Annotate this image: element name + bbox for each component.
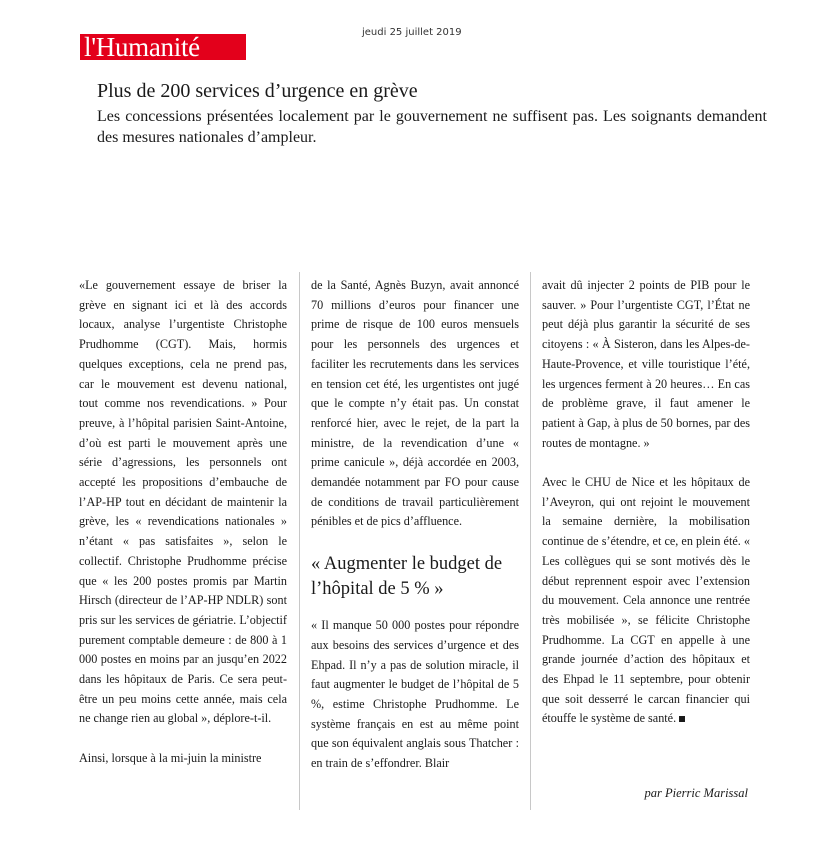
column-divider <box>299 272 300 810</box>
paragraph: «Le gouvernement essaye de briser la grève en signant ici et là des accords locaux, analyse l’urgentiste Christophe Prudhomme (CGT). Mais, hormis quelques exceptions, cela ne prend pas, car le mouvement est devenu national, tout comme nos revendications. » Pour preuve, à l’hôpital parisien Saint-Antoine, d’où est parti le mouvement après une série d’agressions, les personnels ont accepté les propositions d’embauche de l’AP-HP tout en décidant de maintenir la grève, les « revendications nationales » n’étant « pas satisfaites », selon le collectif. Christophe Prudhomme précise que « les 200 postes promis par Martin Hirsch (directeur de l’AP-HP NDLR) sont pris sur les services de gériatrie. L’objectif purement comptable demeure : de 800 à 1 000 postes en moins par an jusqu’en 2022 dans les hôpitaux de Paris. Ce sera peut-être un peu moins cette année, mais cela ne change rien au global », déplore-t-il. <box>79 278 287 726</box>
article-column-2 <box>311 276 519 774</box>
article-column-3 <box>542 276 750 729</box>
paragraph-text: Avec le CHU de Nice et les hôpitaux de l’Aveyron, qui ont rejoint le mouvement la semaine dernière, la mobilisation continue de s’étendre, et ce, en plein été. « Les collègues qui se sont motivés dès le début reprennent espoir avec l’extension du mouvement. Cela annonce une rentrée très mobilisée », se félicite Christophe Prudhomme. La CGT en appelle à une grande journée d’action des hôpitaux et des Ehpad le 11 septembre, pour obtenir que soit desserré le carcan financier qui étouffe le système de santé. <box>542 475 750 726</box>
logo-wordmark: l'Humanité <box>84 34 200 60</box>
paragraph: « Il manque 50 000 postes pour répondre aux besoins des services d’urgence et des Ehpad. Il n’y a pas de solution miracle, il faut augmenter le budget de l’hôpital de 5 %, estime Christophe Prudhomme. Le système français en est au même point que son équivalent anglais sous Thatcher : en train de s’effondrer. Blair <box>311 618 519 771</box>
article-standfirst: Les concessions présentées localement par le gouvernement ne suffisent pas. Les soignants demandent des mesures nationales d’ampleur. <box>97 108 767 146</box>
paragraph: avait dû injecter 2 points de PIB pour le sauver. » Pour l’urgentiste CGT, l’État ne peut déjà plus garantir la sécurité de ses citoyens : « À Sisteron, dans les Alpes-de-Haute-Provence, et ville touristique l’été, les urgences ferment à 20 heures… En cas de problème grave, il faut amener le patient à Gap, à plus de 50 bornes, par des routes de montagne. » <box>542 278 750 450</box>
newspaper-logo <box>80 34 246 60</box>
paragraph <box>542 473 750 729</box>
publication-date: jeudi 25 juillet 2019 <box>362 27 462 38</box>
column-divider <box>530 272 531 810</box>
article-byline: par Pierric Marissal <box>644 786 748 800</box>
article-headline: Plus de 200 services d’urgence en grève <box>97 80 418 102</box>
end-of-article-mark <box>679 716 685 722</box>
paragraph: de la Santé, Agnès Buzyn, avait annoncé 70 millions d’euros pour financer une prime de risque de 100 euros mensuels pour les personnels des urgences et faciliter les recrutements dans les services en tension cet été, les urgentistes ont jugé que le compte n’y était pas. Un constat renforcé hier, avec le rejet, de la part la ministre, de la revendication d’une « prime canicule », déjà accordée en 2003, demandée notamment par FO pour cause de conditions de travail particulièrement pénibles et de pics d’affluence. <box>311 278 519 529</box>
article-column-1 <box>79 276 287 769</box>
paragraph: Ainsi, lorsque à la mi-juin la ministre <box>79 750 262 765</box>
article-subheading: « Augmenter le budget de l’hôpital de 5 % » <box>311 554 503 600</box>
